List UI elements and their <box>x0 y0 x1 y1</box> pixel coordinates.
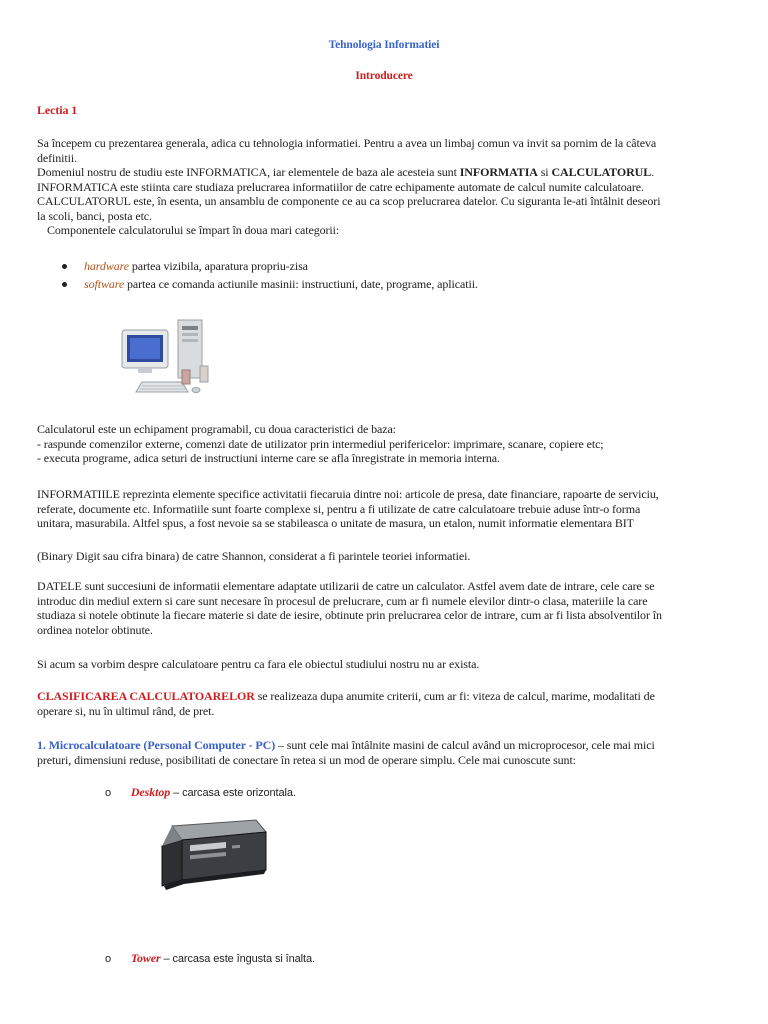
bold-term: CALCULATORUL <box>551 165 652 179</box>
type-desc: – carcasa este îngusta si înalta. <box>160 953 315 965</box>
microcomputer-heading: 1. Microcalculatoare (Personal Computer - PC) <box>37 738 276 752</box>
paragraph-line: referate, documente etc. Informatiile sunt foarte complexe si, pentru a fi utilizate de catre calculatoare trebuie aduse într-o forma <box>37 501 641 516</box>
intro-line: la scoli, banci, posta etc. <box>37 208 152 223</box>
paragraph-line: INFORMATIILE reprezinta elemente specifice activitatii fiecaruia dintre noi: articole de presa, date financiare, rapoarte de serviciu, <box>37 487 659 501</box>
intro-line: definitii. <box>37 150 77 165</box>
intro-line: Sa începem cu prezentarea generala, adica cu tehnologia informatiei. Pentru a avea un limbaj comun va invit sa pornim de la câteva <box>37 136 657 150</box>
paragraph-line: Calculatorul este un echipament programabil, cu doua caracteristici de baza: <box>37 422 396 436</box>
type-desc: – carcasa este orizontala. <box>170 787 296 799</box>
paragraph-line: - executa programe, adica seturi de instructiuni interne care se afla înregistrate in memoria interna. <box>37 451 500 465</box>
component-term: hardware <box>84 259 129 273</box>
lesson-heading: Lectia 1 <box>37 103 78 117</box>
transition-paragraph: Si acum sa vorbim despre calculatoare pentru ca fara ele obiectul studiului nostru nu ar exista. <box>37 657 480 671</box>
type-name: Desktop <box>130 785 171 799</box>
paragraph-line: introduc din mediul extern si care sunt necesare în procesul de prelucrare, cum ar fi numele elevilor dintr-o clasa, materiile la care <box>37 593 648 608</box>
circle-bullet-icon: o <box>105 787 112 799</box>
list-item <box>62 277 742 292</box>
list-item-desktop <box>105 785 705 801</box>
classification-paragraph <box>37 689 737 718</box>
classification-heading: CLASIFICAREA CALCULATOARELOR <box>37 689 255 703</box>
paragraph-line: studiaza si notele obtinute la fiecare materie si date de iesire, obtinute prin prelucrarea celor de intrare, cum ar fi lista absolventilor în <box>37 608 662 622</box>
information-paragraph <box>37 487 737 531</box>
intro-line: INFORMATICA este stiinta care studiaza prelucrarea informatiilor de catre echipamente automate de calcul numite calculatoare. <box>37 179 644 194</box>
document-title: Tehnologia Informatiei <box>328 39 440 51</box>
paragraph-line: preturi, dimensiuni reduse, posibilitati de conectare în retea si un mod de operare simplu. Cele mai cunoscute sunt: <box>37 752 576 767</box>
paragraph-line: operare si, nu în ultimul rând, de pret. <box>37 703 215 718</box>
type-name: Tower <box>130 951 161 965</box>
computer-icon <box>116 316 216 396</box>
paragraph-line: unitara, masurabila. Altfel spus, a fost nevoie sa se stabileasca o unitate de masura, un etalon, numit informatie elementara BIT <box>37 516 634 530</box>
bullet-icon <box>62 282 67 287</box>
paragraph-line: - raspunde comenzilor externe, comenzi date de utilizator prin intermediul perifericelor: imprimare, scanare, copiere etc; <box>37 436 604 451</box>
desktop-case-icon <box>158 818 268 890</box>
paragraph-line: ordinea notelor obtinute. <box>37 622 153 637</box>
microcomputer-paragraph <box>37 738 737 767</box>
component-desc: partea vizibila, aparatura propriu-zisa <box>128 259 308 273</box>
component-term: software <box>84 276 125 291</box>
intro-line: Componentele calculatorului se împart în doua mari categorii: <box>47 223 340 237</box>
data-paragraph <box>37 579 737 637</box>
bold-term: INFORMATIA <box>459 165 538 179</box>
list-item <box>62 259 742 274</box>
components-list <box>62 259 742 291</box>
intro-line: Domeniul nostru de studiu este INFORMATICA, iar elementele de baza ale acesteia sunt INFORMATIA si CALCULATORUL. <box>37 165 655 179</box>
component-desc: partea ce comanda actiunile masinii: instructiuni, date, programe, aplicatii. <box>124 276 478 291</box>
list-item-tower <box>105 951 705 967</box>
paragraph-line: DATELE sunt succesiuni de informatii elementare adaptate utilizarii de catre un calculator. Astfel avem date de intrare, cele care se <box>37 579 655 593</box>
bullet-icon <box>62 264 67 269</box>
circle-bullet-icon: o <box>105 953 112 965</box>
paragraph-line: CLASIFICAREA CALCULATOARELOR se realizeaza dupa anumite criterii, cum ar fi: viteza de calcul, marime, modalitati de <box>37 689 655 703</box>
intro-line: CALCULATORUL este, în esenta, un ansamblu de componente ce au ca scop prelucrarea datelor. Cu siguranta le-ati întâlnit deseori <box>37 194 661 208</box>
document-subtitle: Introducere <box>355 70 413 82</box>
paragraph-line: 1. Microcalculatoare (Personal Computer - PC) – sunt cele mai întâlnite masini de calcul având un microprocesor, cele mai mici <box>37 738 655 752</box>
computer-paragraph <box>37 422 737 466</box>
intro-paragraph <box>37 136 737 238</box>
paragraph-line: (Binary Digit sau cifra binara) de catre Shannon, considerat a fi parintele teoriei informatiei. <box>37 549 471 563</box>
